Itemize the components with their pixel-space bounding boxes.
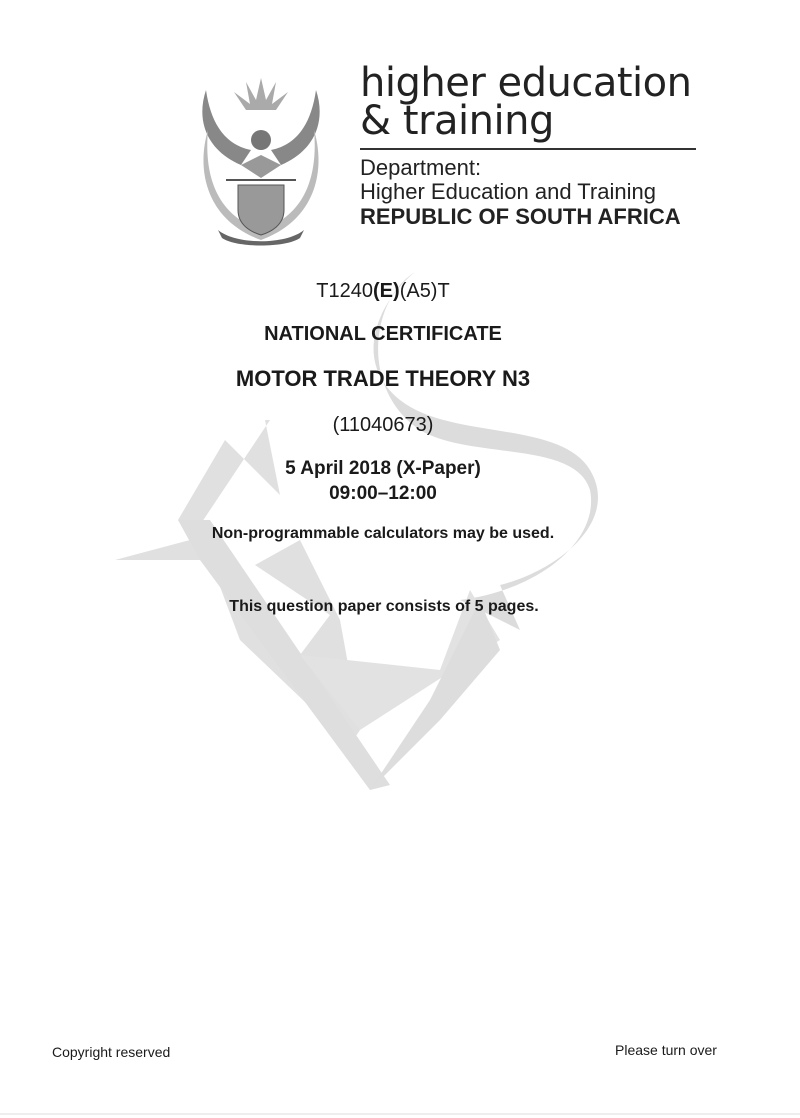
department-branding xyxy=(360,60,700,230)
brand-line-2: & training xyxy=(360,98,554,144)
paper-code-prefix: T1240 xyxy=(316,280,374,302)
brand-line-1: higher education xyxy=(360,60,692,106)
subject-title: MOTOR TRADE THEORY N3 xyxy=(235,366,531,391)
paper-code xyxy=(0,280,766,303)
department-name: Higher Education and Training xyxy=(360,179,656,204)
subject-code: (11040673) xyxy=(332,414,434,436)
paper-code-suffix: (A5)T xyxy=(399,280,450,302)
turn-over-notice: Please turn over xyxy=(615,1042,717,1058)
department-label: Department: xyxy=(360,155,482,180)
paper-code-language: (E) xyxy=(373,280,400,302)
certificate-title: NATIONAL CERTIFICATE xyxy=(264,323,502,345)
exam-date: 5 April 2018 (X-Paper) xyxy=(285,458,481,479)
calculator-note: Non-programmable calculators may be used. xyxy=(211,525,555,542)
page-count-note: This question paper consists of 5 pages. xyxy=(229,598,539,615)
page-bottom-edge xyxy=(0,1113,800,1115)
country-name: REPUBLIC OF SOUTH AFRICA xyxy=(360,204,681,229)
brand-divider xyxy=(360,148,696,150)
coat-of-arms-icon xyxy=(196,70,326,250)
exam-time: 09:00–12:00 xyxy=(329,483,437,504)
copyright-notice: Copyright reserved xyxy=(52,1044,171,1060)
